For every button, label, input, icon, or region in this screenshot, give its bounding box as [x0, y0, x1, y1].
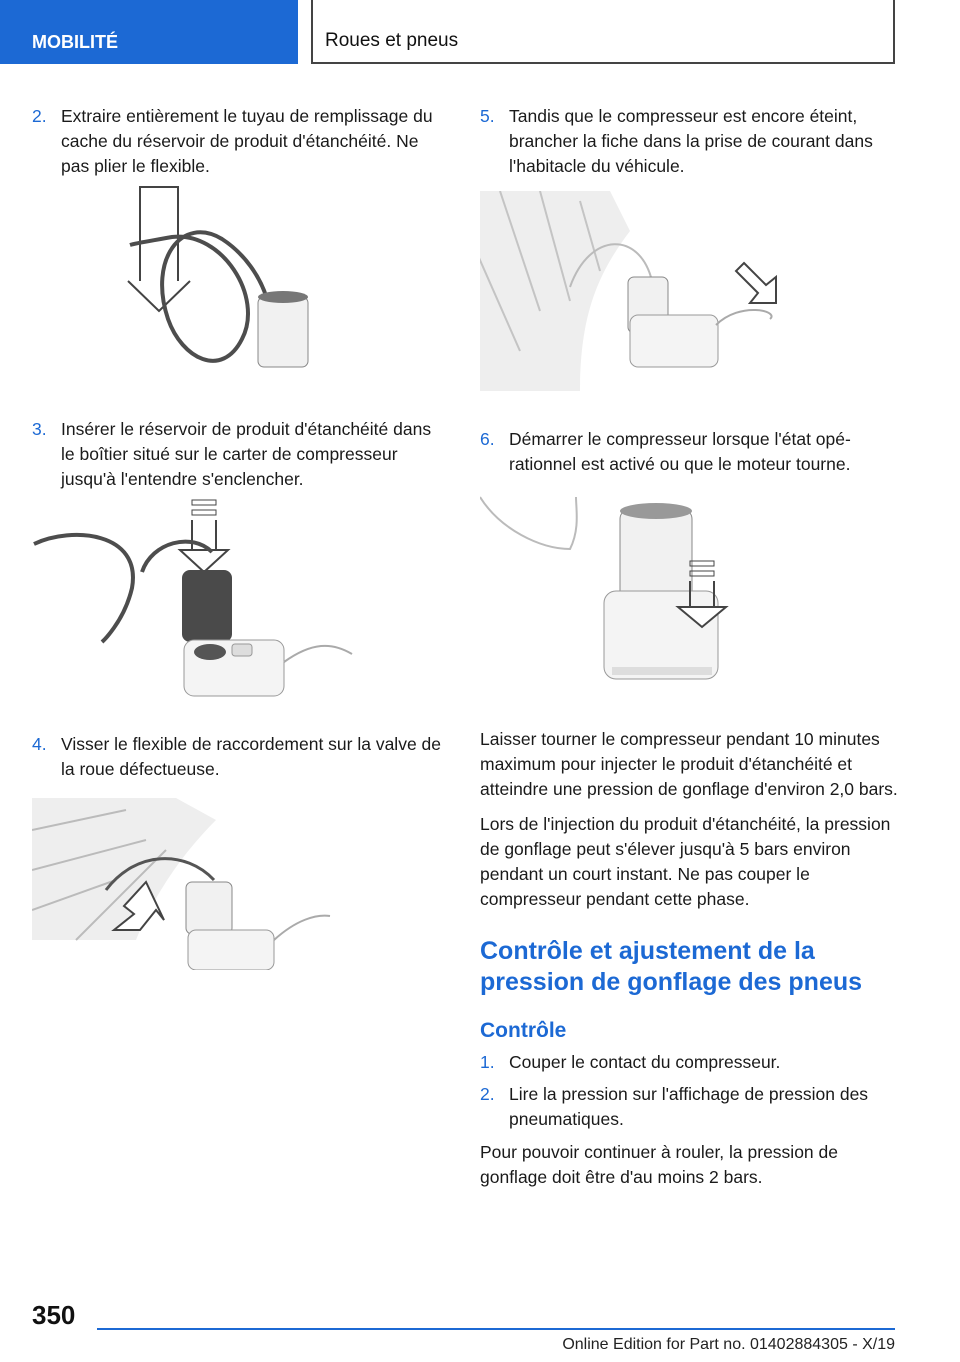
subsection-heading: Contrôle [480, 1019, 567, 1042]
step-text: Démarrer le compresseur lorsque l'état opérationnel est activé ou que le moteur tourne. [509, 429, 851, 474]
compressor-insert-illustration [32, 492, 447, 714]
power-plug-illustration [480, 191, 898, 401]
arrow-down-icon [140, 187, 178, 281]
step-number: 2. [32, 106, 47, 126]
step-number: 1. [480, 1052, 495, 1072]
step-text: Extraire entièrement le tuyau de remplissage du cache du réservoir de produit d'étanchéité. Ne pas plier le flexible. [61, 106, 433, 176]
check-step-1 [480, 1050, 898, 1075]
step-number: 5. [480, 106, 495, 126]
step-2 [32, 104, 447, 179]
step-3 [32, 417, 447, 492]
paragraph-duration: Laisser tourner le compresseur pendant 10 minutes maximum pour injecter le produit d'étanchéité et atteindre une pression de gonflage d'environ 2,0 bars. [480, 729, 898, 799]
left-column [32, 104, 447, 970]
page-number: 350 [32, 1300, 76, 1330]
step-number: 3. [32, 419, 47, 439]
arrow-down-icon [180, 500, 228, 572]
step-text: Tandis que le compresseur est encore éteint, brancher la fiche dans la prise de courant dans l'habitacle du véhicule. [509, 106, 873, 176]
step-number: 6. [480, 429, 495, 449]
section-heading: Contrôle et ajustement de la pression de gonflage des pneus [480, 937, 863, 996]
step-text: Lire la pression sur l'affichage de pression des pneumatiques. [509, 1084, 869, 1129]
step-4 [32, 732, 447, 782]
check-step-2 [480, 1082, 898, 1132]
step-6 [480, 427, 898, 477]
step-number: 2. [480, 1084, 495, 1104]
compressor-start-illustration [480, 489, 898, 699]
valve-connection-illustration [32, 790, 447, 970]
step-text: Insérer le réservoir de produit d'étanchéité dans le boîtier situé sur le carter de compresseur jusqu'à l'entendre s'enclencher. [61, 419, 432, 489]
paragraph-minimum-pressure: Pour pouvoir continuer à rouler, la pression de gonflage doit être d'au moins 2 bars. [480, 1142, 838, 1187]
footer-rule [97, 1328, 895, 1330]
arrow-down-left-icon [736, 263, 776, 303]
section-title: MOBILITÉ [32, 32, 118, 52]
chapter-title: Roues et pneus [325, 30, 459, 51]
edition-note: Online Edition for Part no. 01402884305 - X/19 [562, 1336, 895, 1353]
right-column [480, 104, 898, 1200]
step-text: Visser le flexible de raccordement sur la valve de la roue défectueuse. [61, 734, 442, 779]
step-5 [480, 104, 898, 179]
step-text: Couper le contact du compresseur. [509, 1052, 781, 1072]
section-tab [0, 0, 298, 64]
hose-illustration [32, 179, 447, 397]
step-number: 4. [32, 734, 47, 754]
paragraph-pressure-note: Lors de l'injection du produit d'étanchéité, la pression de gonflage peut s'élever jusqu'à 5 bars environ pendant un court instant. Ne pas couper le compresseur pendant cette phase. [480, 814, 891, 909]
